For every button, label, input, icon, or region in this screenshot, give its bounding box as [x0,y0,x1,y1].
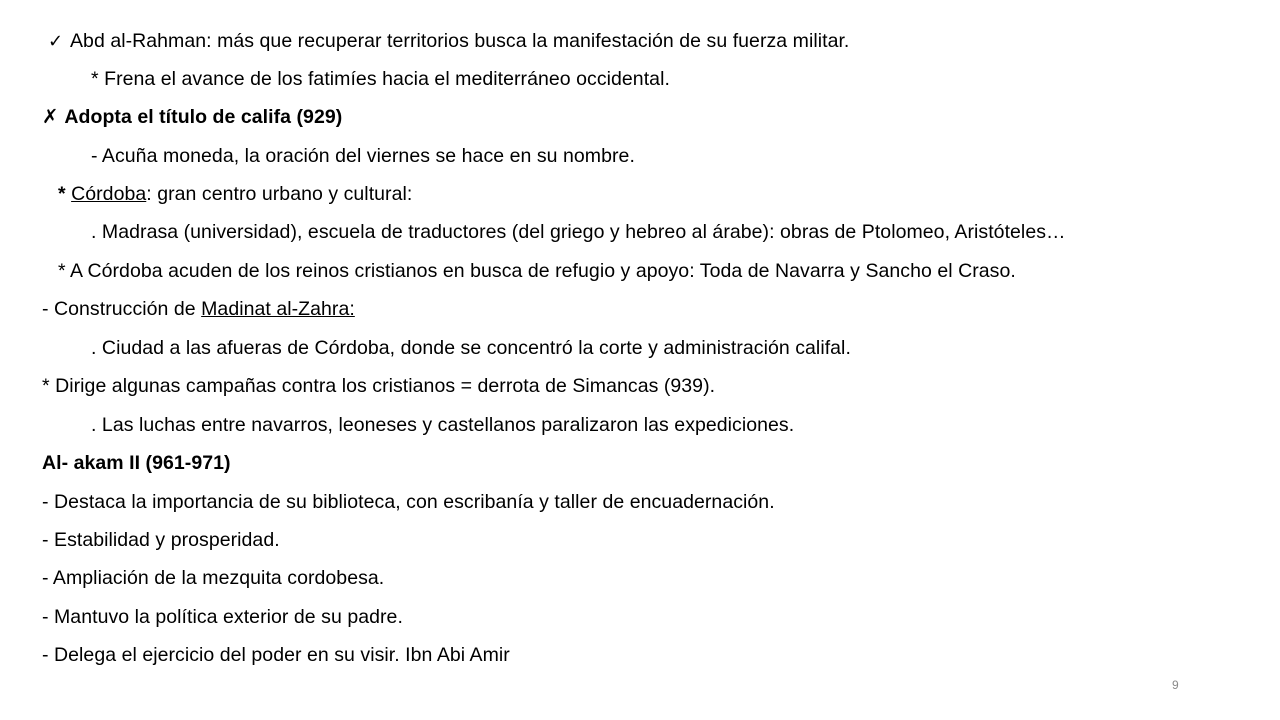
line-delega-poder: - Delega el ejercicio del poder en su visir. Ibn Abi Amir [42,644,510,666]
madinat-underlined: Madinat al-Zahra: [201,298,355,320]
checkmark-icon: ✓ [48,31,64,51]
line-luchas-navarros: . Las luchas entre navarros, leoneses y castellanos paralizaron las expediciones. [91,414,795,436]
line-prefix: * [58,183,72,205]
line-mezquita: - Ampliación de la mezquita cordobesa. [42,567,385,589]
line-acuna-moneda: - Acuña moneda, la oración del viernes se hace en su nombre. [91,145,635,167]
line-rest: : gran centro urbano y cultural: [146,183,413,205]
line-frena-avance: * Frena el avance de los fatimíes hacia el mediterráneo occidental. [91,68,670,90]
line-construccion-madinat [42,297,355,321]
line-estabilidad: - Estabilidad y prosperidad. [42,529,280,551]
heading-al-hakam: Al- akam II (961-971) [42,452,231,474]
line-politica-exterior: - Mantuvo la política exterior de su padre. [42,606,403,628]
line-madrasa: . Madrasa (universidad), escuela de traductores (del griego y hebreo al árabe): obras de Ptolomeo, Aristóteles… [91,221,1066,243]
heading-adopta-titulo [42,105,342,129]
line-biblioteca: - Destaca la importancia de su biblioteca, con escribanía y taller de encuadernación. [42,491,775,513]
line-prefix: - Construcción de [42,298,202,320]
cross-icon: ✗ [42,106,59,128]
line-text: Abd al-Rahman: más que recuperar territorios busca la manifestación de su fuerza militar. [70,30,850,52]
line-campanas-cristianos: * Dirige algunas campañas contra los cristianos = derrota de Simancas (939). [42,375,716,397]
line-abd-al-rahman [48,29,849,53]
heading-text: Adopta el título de califa (929) [64,106,343,128]
line-acuden-reinos: * A Córdoba acuden de los reinos cristianos en busca de refugio y apoyo: Toda de Navarra y Sancho el Craso. [58,260,1016,282]
page-number: 9 [1172,678,1179,692]
line-ciudad-afueras: . Ciudad a las afueras de Córdoba, donde se concentró la corte y administración califal. [91,337,851,359]
line-cordoba-centro [58,182,412,206]
cordoba-underlined: Córdoba [71,183,147,205]
